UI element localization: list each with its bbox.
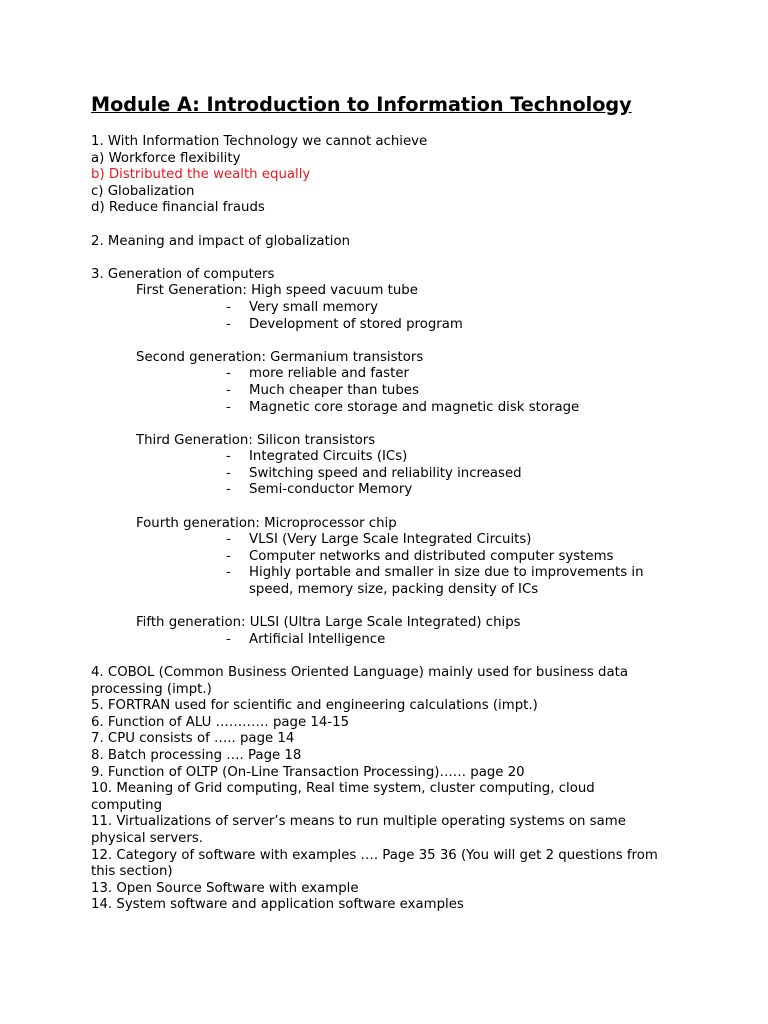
q1-option-c: c) Globalization (91, 183, 195, 199)
item-11: 11. Virtualizations of server’s means to run multiple operating systems on same physical servers. (91, 814, 626, 846)
item-12: 12. Category of software with examples …. Page 35 36 (You will get 2 questions from this section) (91, 847, 658, 880)
item-5: 5. FORTRAN used for scientific and engineering calculations (impt.) (91, 698, 538, 714)
bullet-item: - Computer networks and distributed computer systems (226, 548, 614, 564)
item-4: 4. COBOL (Common Business Oriented Language) mainly used for business data processing (impt.) (91, 665, 629, 697)
item-7: 7. CPU consists of ….. page 14 (91, 731, 295, 747)
item-6: 6. Function of ALU ………… page 14-15 (91, 714, 350, 730)
q1-option-d: d) Reduce financial frauds (91, 200, 265, 216)
generation-label: Second generation: Germanium transistors (136, 349, 424, 365)
module-title: Module A: Introduction to Information Technology (91, 93, 632, 116)
item-10: 10. Meaning of Grid computing, Real time system, cluster computing, cloud computing (91, 781, 595, 813)
item-8: 8. Batch processing …. Page 18 (91, 747, 302, 763)
spacer (91, 416, 671, 433)
bullet-item: - Switching speed and reliability increased (226, 465, 522, 481)
bullet-item: - Much cheaper than tubes (226, 382, 419, 398)
q3-heading: 3. Generation of computers (91, 266, 275, 282)
bullet-item: - Magnetic core storage and magnetic disk storage (226, 399, 580, 415)
bullet-item: - Artificial Intelligence (226, 631, 386, 647)
spacer (91, 333, 671, 350)
spacer (91, 217, 671, 234)
spacer (91, 250, 671, 267)
spacer (91, 648, 671, 665)
bullet-item: - more reliable and faster (226, 366, 409, 382)
q2-question: 2. Meaning and impact of globalization (91, 233, 351, 249)
generation-label: Fifth generation: ULSI (Ultra Large Scale Integrated) chips (136, 615, 521, 631)
bullet-item: - Highly portable and smaller in size due to improvements in speed, memory size, packing density of ICs (226, 565, 644, 598)
bullet-item: - Development of stored program (226, 316, 463, 332)
bullet-item: - Semi-conductor Memory (226, 482, 413, 498)
spacer (91, 599, 671, 616)
q1-option-b-answer: b) Distributed the wealth equally (91, 167, 311, 183)
generation-label: First Generation: High speed vacuum tube (136, 283, 418, 299)
document-body (91, 134, 671, 914)
q1-question: 1. With Information Technology we cannot achieve (91, 134, 428, 149)
generation-label: Third Generation: Silicon transistors (136, 432, 376, 448)
q1-option-a: a) Workforce flexibility (91, 150, 241, 166)
spacer (91, 499, 671, 516)
generation-label: Fourth generation: Microprocessor chip (136, 515, 397, 531)
item-9: 9. Function of OLTP (On-Line Transaction Processing)…… page 20 (91, 764, 525, 780)
item-14: 14. System software and application software examples (91, 897, 464, 913)
bullet-item: - Integrated Circuits (ICs) (226, 449, 408, 465)
bullet-item: - Very small memory (226, 299, 379, 315)
bullet-item: - VLSI (Very Large Scale Integrated Circuits) (226, 532, 532, 548)
item-13: 13. Open Source Software with example (91, 880, 359, 896)
